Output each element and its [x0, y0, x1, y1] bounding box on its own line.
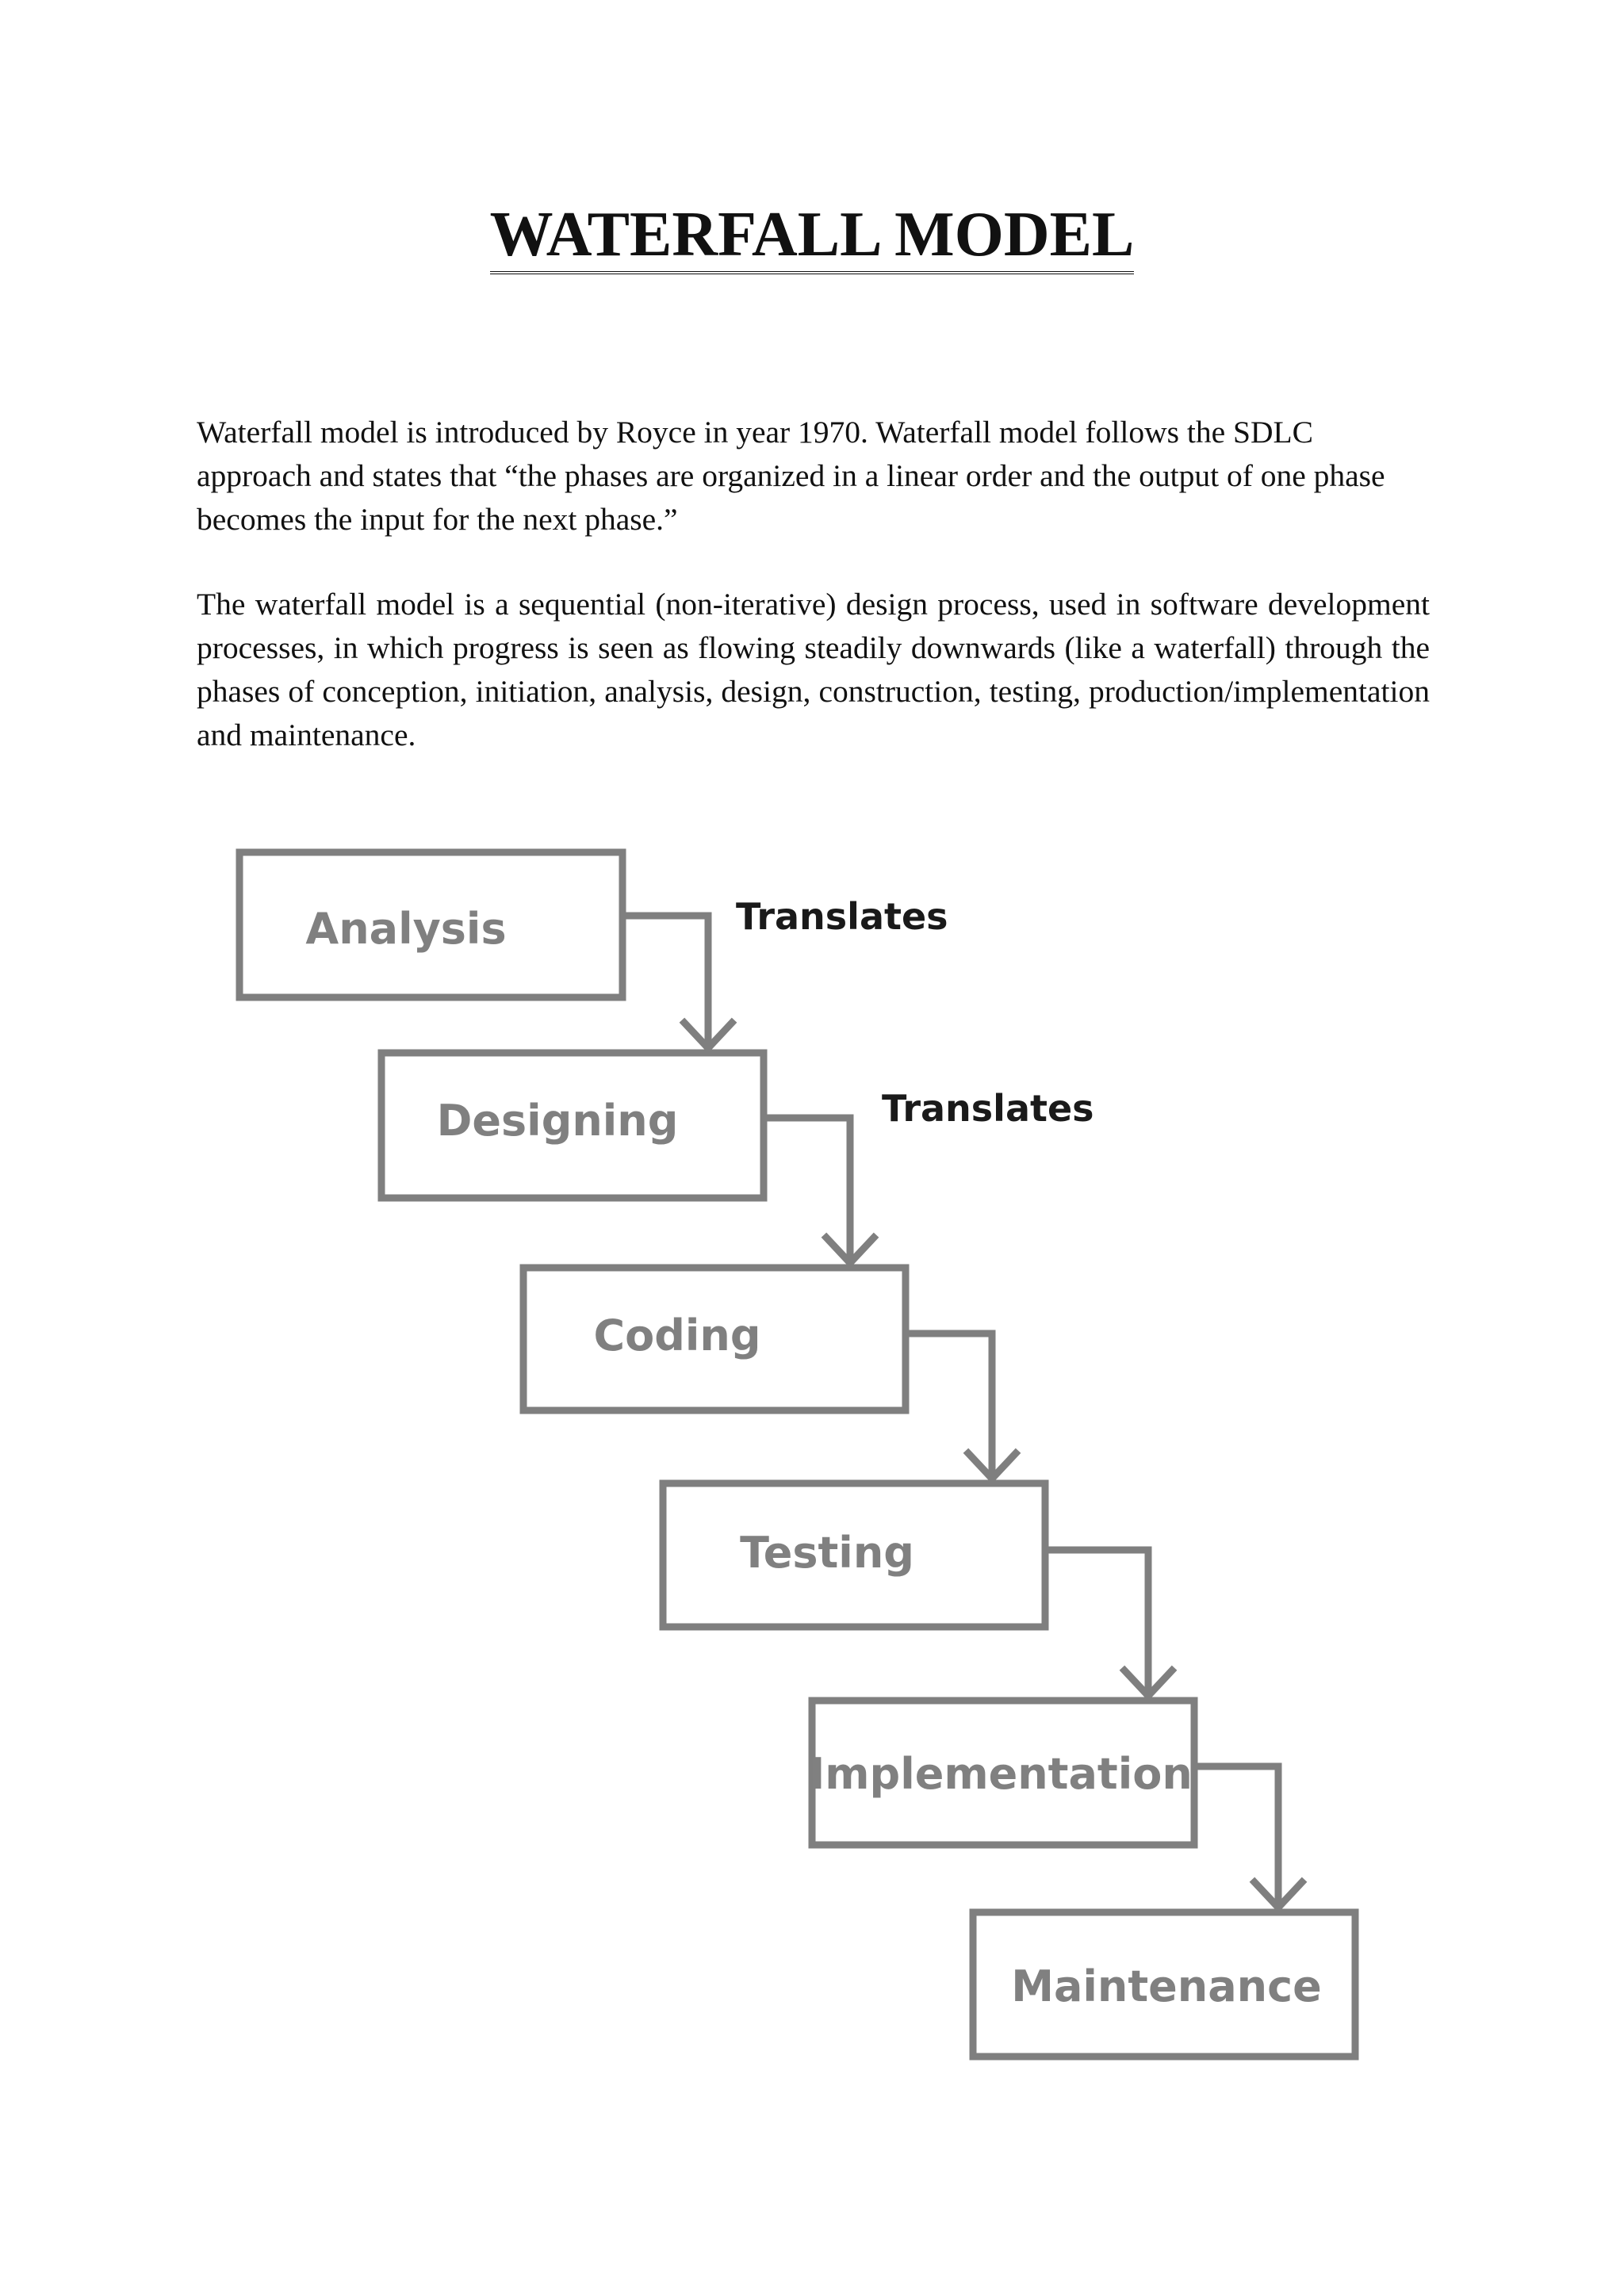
phase-testing — [663, 1483, 1045, 1627]
phase-coding — [523, 1268, 906, 1410]
phase-label-analysis: Analysis — [305, 904, 507, 954]
phase-label-maintenance: Maintenance — [1011, 1961, 1322, 2011]
phase-label-testing: Testing — [740, 1528, 914, 1578]
phase-label-coding: Coding — [593, 1311, 761, 1360]
connector-arrow-5 — [1194, 1766, 1302, 1908]
page-title-text: WATERFALL MODEL — [490, 200, 1135, 274]
connector-arrow-4 — [1045, 1550, 1172, 1696]
phase-label-designing: Designing — [436, 1096, 679, 1146]
connector-arrow-2 — [764, 1118, 874, 1263]
connector-arrow-3 — [906, 1334, 1016, 1479]
connector-arrow-1 — [622, 916, 732, 1048]
phase-designing — [381, 1053, 764, 1198]
intro-paragraph: Waterfall model is introduced by Royce in year 1970. Waterfall model follows the SDLC approach and states that “the phases are organized in a linear order and the output of one phase becomes the input for the next phase.” — [197, 415, 1385, 537]
phase-maintenance — [973, 1912, 1355, 2057]
edge-label-translates-1: Translates — [736, 895, 948, 938]
phase-analysis — [239, 852, 622, 997]
edge-label-translates-2: Translates — [882, 1087, 1094, 1130]
phase-implementation — [809, 1701, 1194, 1845]
phase-label-implementation: Implementation — [809, 1749, 1193, 1799]
description-paragraph: The waterfall model is a sequential (non-iterative) design process, used in software development processes, in which progress is seen as flowing steadily downwards (like a waterfall) through the phases of conception, initiation, analysis, design, construction, testing, production/implementation and maintenance. — [197, 587, 1430, 752]
